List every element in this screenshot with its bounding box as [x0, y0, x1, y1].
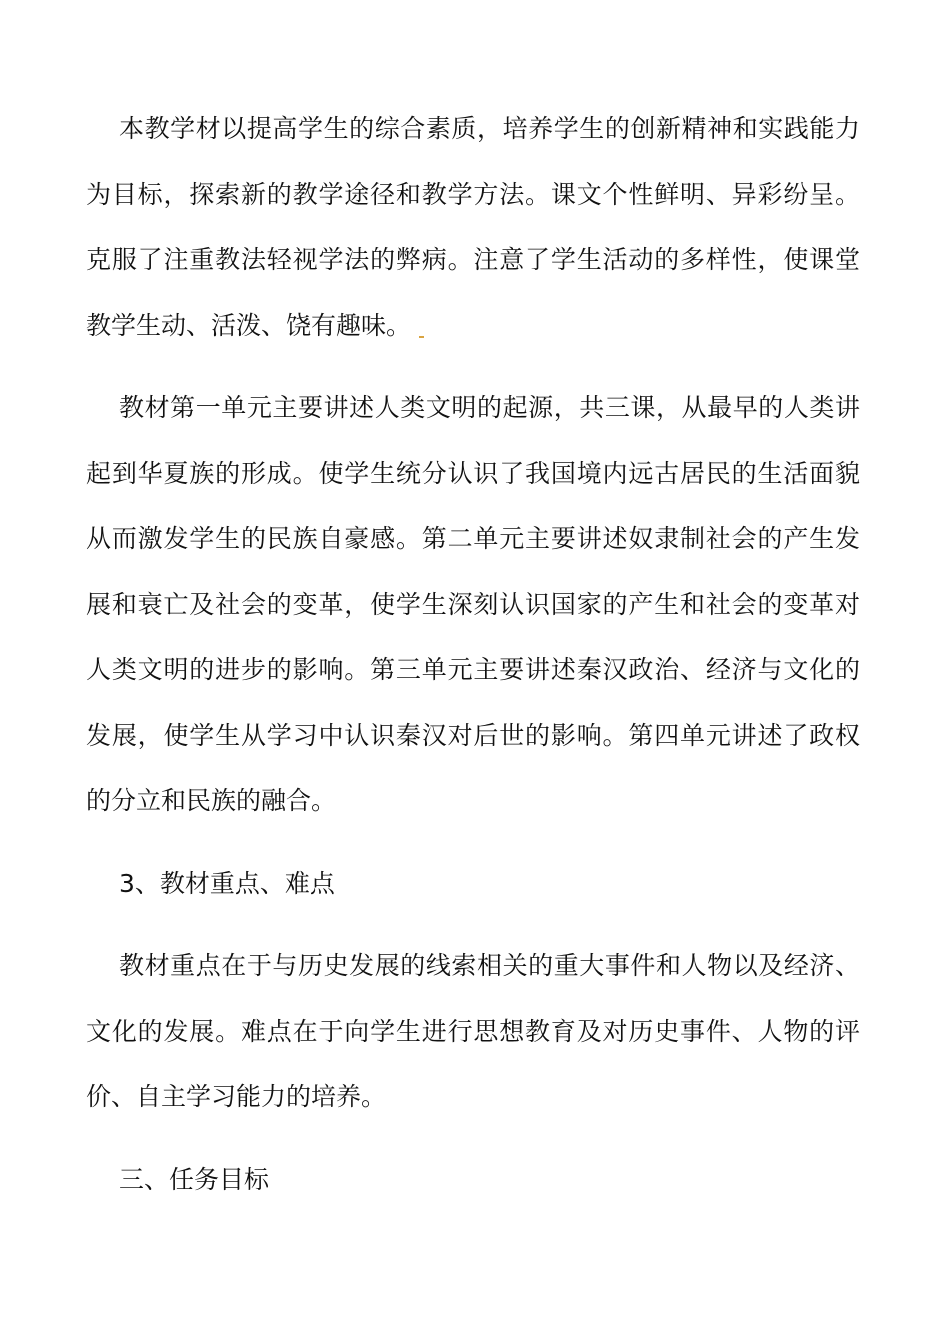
- edit-mark-icon: [419, 336, 424, 338]
- section-heading-task-goals: 三、任务目标: [119, 1164, 270, 1194]
- document-body: [86, 96, 860, 1229]
- section-heading-key-points: 3、教材重点、难点: [119, 868, 335, 898]
- paragraph-unit-summary: 教材第一单元主要讲述人类文明的起源，共三课，从最早的人类讲起到华夏族的形成。使学生统分认识了我国境内远古居民的生活面貌从而激发学生的民族自豪感。第二单元主要讲述奴隶制社会的产生发展和衰亡及社会的变革，使学生深刻认识国家的产生和社会的变革对人类文明的进步的影响。第三单元主要讲述秦汉政治、经济与文化的发展，使学生从学习中认识秦汉对后世的影响。第四单元讲述了政权的分立和民族的融合。: [86, 393, 860, 815]
- paragraph-textbook-overview: [86, 96, 860, 358]
- paragraph-text: 本教学材以提高学生的综合素质，培养学生的创新精神和实践能力为目标，探索新的教学途径和教学方法。课文个性鲜明、异彩纷呈。克服了注重教法轻视学法的弊病。注意了学生活动的多样性，使课堂教学生动、活泼、饶有趣味。: [86, 114, 860, 340]
- paragraph-key-points: 教材重点在于与历史发展的线索相关的重大事件和人物以及经济、文化的发展。难点在于向学生进行思想教育及对历史事件、人物的评价、自主学习能力的培养。: [86, 951, 860, 1111]
